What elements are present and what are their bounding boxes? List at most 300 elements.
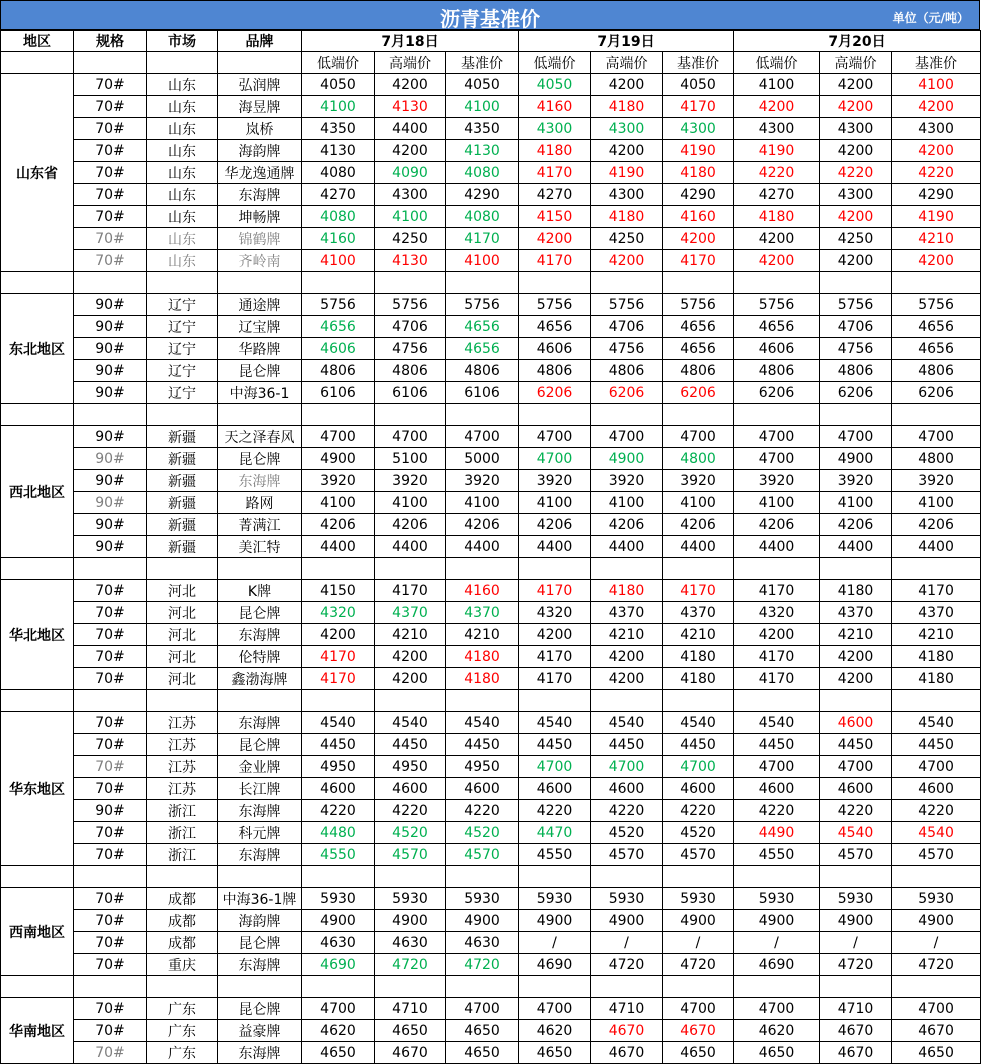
market-cell: 浙江: [147, 822, 218, 844]
empty-cell: [446, 976, 519, 998]
price-low-cell: 4270: [302, 184, 375, 206]
price-low-cell: 4270: [734, 184, 820, 206]
empty-cell: [892, 558, 981, 580]
price-low-cell: 4900: [519, 910, 591, 932]
brand-cell: 昆仑牌: [218, 602, 302, 624]
table-row: [1, 580, 981, 602]
empty-cell: [519, 866, 591, 888]
price-high-cell: 5756: [820, 294, 892, 316]
empty-cell: [892, 866, 981, 888]
price-low-cell: 4190: [734, 140, 820, 162]
price-low-cell: 6206: [519, 382, 591, 404]
subheader-base: 基准价: [892, 52, 981, 74]
price-base-cell: 4900: [892, 910, 981, 932]
price-base-cell: 5756: [663, 294, 734, 316]
price-high-cell: 5930: [375, 888, 446, 910]
price-low-cell: 4270: [519, 184, 591, 206]
price-base-cell: 4800: [892, 448, 981, 470]
price-base-cell: 4190: [663, 140, 734, 162]
market-cell: 新疆: [147, 514, 218, 536]
market-cell: 山东: [147, 228, 218, 250]
price-low-cell: 4200: [519, 624, 591, 646]
price-low-cell: 4900: [734, 910, 820, 932]
table-row: [1, 426, 981, 448]
price-high-cell: 4520: [375, 822, 446, 844]
group-separator-row: [1, 976, 981, 998]
price-base-cell: 4080: [446, 162, 519, 184]
price-low-cell: 4630: [302, 932, 375, 954]
price-low-cell: 4540: [519, 712, 591, 734]
price-base-cell: 4210: [446, 624, 519, 646]
empty-cell: [519, 558, 591, 580]
price-high-cell: 4100: [375, 492, 446, 514]
empty-cell: [820, 558, 892, 580]
spec-cell: 90#: [74, 514, 147, 536]
brand-cell: 华路牌: [218, 338, 302, 360]
price-high-cell: 4200: [375, 668, 446, 690]
price-base-cell: 4520: [663, 822, 734, 844]
price-low-cell: 4320: [519, 602, 591, 624]
price-base-cell: 4800: [663, 448, 734, 470]
table-row: [1, 646, 981, 668]
price-base-cell: 4806: [446, 360, 519, 382]
price-low-cell: 4700: [519, 998, 591, 1020]
price-low-cell: 4450: [519, 734, 591, 756]
empty-cell: [734, 690, 820, 712]
empty-cell: [446, 866, 519, 888]
price-base-cell: 5756: [892, 294, 981, 316]
table-row: [1, 756, 981, 778]
spec-cell: 70#: [74, 756, 147, 778]
market-cell: 重庆: [147, 954, 218, 976]
market-cell: 江苏: [147, 734, 218, 756]
price-base-cell: 5930: [892, 888, 981, 910]
price-low-cell: 4300: [519, 118, 591, 140]
price-low-cell: 4650: [519, 1042, 591, 1064]
empty-cell: [591, 976, 663, 998]
price-base-cell: 4206: [663, 514, 734, 536]
empty-cell: [302, 866, 375, 888]
spec-cell: 90#: [74, 294, 147, 316]
price-low-cell: 5930: [519, 888, 591, 910]
price-low-cell: 4550: [734, 844, 820, 866]
market-cell: 山东: [147, 162, 218, 184]
price-low-cell: 4806: [734, 360, 820, 382]
price-base-cell: 4806: [892, 360, 981, 382]
market-cell: 新疆: [147, 448, 218, 470]
spec-cell: 70#: [74, 646, 147, 668]
price-high-cell: 4600: [820, 712, 892, 734]
price-base-cell: 4720: [892, 954, 981, 976]
price-high-cell: 4720: [820, 954, 892, 976]
market-cell: 浙江: [147, 844, 218, 866]
brand-cell: 东海牌: [218, 800, 302, 822]
spec-cell: 70#: [74, 888, 147, 910]
empty-cell: [820, 272, 892, 294]
table-row: [1, 118, 981, 140]
price-low-cell: 4170: [519, 580, 591, 602]
page-title: 沥青基准价: [440, 7, 540, 31]
price-low-cell: 4100: [302, 492, 375, 514]
market-cell: 辽宁: [147, 360, 218, 382]
price-base-cell: 4170: [892, 580, 981, 602]
price-base-cell: 4180: [663, 668, 734, 690]
market-cell: 山东: [147, 140, 218, 162]
price-high-cell: 5930: [820, 888, 892, 910]
price-high-cell: 4720: [591, 954, 663, 976]
price-base-cell: 4100: [663, 492, 734, 514]
market-cell: 河北: [147, 580, 218, 602]
price-base-cell: 4450: [446, 734, 519, 756]
brand-cell: 中海36-1: [218, 382, 302, 404]
price-base-cell: 4370: [663, 602, 734, 624]
brand-cell: 昆仑牌: [218, 932, 302, 954]
price-high-cell: 4200: [375, 74, 446, 96]
empty-cell: [218, 976, 302, 998]
brand-cell: 金业牌: [218, 756, 302, 778]
brand-cell: 东海牌: [218, 712, 302, 734]
price-base-cell: 3920: [892, 470, 981, 492]
spec-cell: 70#: [74, 778, 147, 800]
brand-cell: K牌: [218, 580, 302, 602]
price-low-cell: 5930: [302, 888, 375, 910]
price-high-cell: 4756: [820, 338, 892, 360]
brand-cell: 东海牌: [218, 844, 302, 866]
table-row: [1, 448, 981, 470]
price-base-cell: 4170: [663, 250, 734, 272]
price-low-cell: 4200: [734, 250, 820, 272]
empty-cell: [1, 404, 74, 426]
price-low-cell: 4400: [302, 536, 375, 558]
price-high-cell: 4200: [591, 646, 663, 668]
empty-cell: [1, 976, 74, 998]
price-base-cell: 4180: [446, 668, 519, 690]
spec-cell: 70#: [74, 580, 147, 602]
price-low-cell: 4130: [302, 140, 375, 162]
price-base-cell: 4900: [663, 910, 734, 932]
empty-cell: [375, 866, 446, 888]
price-low-cell: 4100: [734, 74, 820, 96]
market-cell: 山东: [147, 184, 218, 206]
price-low-cell: 4700: [302, 426, 375, 448]
price-high-cell: 4210: [375, 624, 446, 646]
market-cell: 新疆: [147, 470, 218, 492]
table-row: [1, 624, 981, 646]
group-separator-row: [1, 272, 981, 294]
price-high-cell: 4090: [375, 162, 446, 184]
price-low-cell: 4100: [519, 492, 591, 514]
group-separator-row: [1, 866, 981, 888]
price-low-cell: 3920: [734, 470, 820, 492]
brand-cell: 通途牌: [218, 294, 302, 316]
market-cell: 江苏: [147, 712, 218, 734]
price-base-cell: 4570: [446, 844, 519, 866]
price-base-cell: 4670: [892, 1020, 981, 1042]
price-high-cell: 4900: [820, 448, 892, 470]
empty-cell: [1, 866, 74, 888]
price-low-cell: 4540: [734, 712, 820, 734]
empty-cell: [74, 558, 147, 580]
price-high-cell: 4806: [820, 360, 892, 382]
empty-cell: [147, 866, 218, 888]
brand-cell: 弘润牌: [218, 74, 302, 96]
empty-cell: [446, 272, 519, 294]
price-base-cell: 4290: [892, 184, 981, 206]
table-row: [1, 162, 981, 184]
brand-cell: 华龙逸通牌: [218, 162, 302, 184]
price-low-cell: 4900: [302, 910, 375, 932]
brand-cell: 锦鹤牌: [218, 228, 302, 250]
spec-cell: 70#: [74, 712, 147, 734]
price-low-cell: 4650: [734, 1042, 820, 1064]
empty-cell: [519, 404, 591, 426]
empty-cell: [446, 558, 519, 580]
price-base-cell: 4370: [446, 602, 519, 624]
empty-cell: [663, 866, 734, 888]
price-base-cell: 4170: [663, 580, 734, 602]
brand-cell: 海昱牌: [218, 96, 302, 118]
table-row: [1, 1020, 981, 1042]
header-date-2: 7月19日: [519, 31, 734, 52]
brand-cell: 昆仑牌: [218, 448, 302, 470]
price-high-cell: 4200: [820, 140, 892, 162]
spec-cell: 70#: [74, 602, 147, 624]
empty-cell: [1, 272, 74, 294]
spec-cell: 70#: [74, 910, 147, 932]
price-low-cell: 4180: [519, 140, 591, 162]
price-base-cell: 5930: [663, 888, 734, 910]
market-cell: 山东: [147, 250, 218, 272]
price-low-cell: 4170: [734, 580, 820, 602]
price-high-cell: 4400: [591, 536, 663, 558]
price-base-cell: 4700: [892, 426, 981, 448]
price-high-cell: 4670: [591, 1020, 663, 1042]
market-cell: 广东: [147, 1042, 218, 1064]
price-low-cell: 4160: [519, 96, 591, 118]
market-cell: 广东: [147, 1020, 218, 1042]
price-high-cell: 4710: [591, 998, 663, 1020]
price-base-cell: 4700: [446, 998, 519, 1020]
price-low-cell: 4400: [734, 536, 820, 558]
price-base-cell: 4400: [892, 536, 981, 558]
price-high-cell: 4600: [820, 778, 892, 800]
table-row: [1, 382, 981, 404]
spec-cell: 70#: [74, 118, 147, 140]
empty-cell: [1, 690, 74, 712]
price-base-cell: 4300: [892, 118, 981, 140]
price-low-cell: 4700: [519, 756, 591, 778]
price-high-cell: 4570: [591, 844, 663, 866]
subheader-empty: [218, 52, 302, 74]
price-base-cell: 4720: [663, 954, 734, 976]
price-high-cell: 4200: [591, 668, 663, 690]
price-base-cell: 4160: [663, 206, 734, 228]
price-low-cell: 4400: [519, 536, 591, 558]
price-base-cell: /: [892, 932, 981, 954]
brand-cell: 齐岭南: [218, 250, 302, 272]
empty-cell: [892, 272, 981, 294]
price-high-cell: 4100: [591, 492, 663, 514]
spec-cell: 70#: [74, 844, 147, 866]
price-base-cell: 4950: [446, 756, 519, 778]
price-high-cell: 4450: [375, 734, 446, 756]
market-cell: 河北: [147, 668, 218, 690]
table-row: [1, 294, 981, 316]
price-low-cell: 4470: [519, 822, 591, 844]
price-high-cell: 4200: [591, 74, 663, 96]
price-low-cell: 3920: [519, 470, 591, 492]
empty-cell: [375, 690, 446, 712]
price-low-cell: 4480: [302, 822, 375, 844]
price-base-cell: 4670: [663, 1020, 734, 1042]
price-low-cell: 4700: [734, 756, 820, 778]
price-high-cell: 4210: [591, 624, 663, 646]
price-low-cell: 4220: [734, 800, 820, 822]
table-row: [1, 514, 981, 536]
price-base-cell: 5930: [446, 888, 519, 910]
price-base-cell: 4630: [446, 932, 519, 954]
header-row: [1, 31, 981, 52]
empty-cell: [820, 976, 892, 998]
price-low-cell: 4100: [734, 492, 820, 514]
price-base-cell: 3920: [446, 470, 519, 492]
brand-cell: 益豪牌: [218, 1020, 302, 1042]
brand-cell: 科元牌: [218, 822, 302, 844]
price-high-cell: 4180: [820, 580, 892, 602]
table-row: [1, 492, 981, 514]
price-high-cell: 4806: [591, 360, 663, 382]
price-low-cell: 5930: [734, 888, 820, 910]
price-low-cell: 4200: [734, 96, 820, 118]
price-low-cell: 4700: [519, 448, 591, 470]
market-cell: 成都: [147, 910, 218, 932]
table-row: [1, 74, 981, 96]
brand-cell: 美汇特: [218, 536, 302, 558]
price-low-cell: 4620: [734, 1020, 820, 1042]
empty-cell: [302, 404, 375, 426]
price-high-cell: 5100: [375, 448, 446, 470]
brand-cell: 东海牌: [218, 624, 302, 646]
empty-cell: [147, 404, 218, 426]
price-high-cell: 4670: [375, 1042, 446, 1064]
empty-cell: [892, 976, 981, 998]
price-base-cell: 4650: [892, 1042, 981, 1064]
price-high-cell: 4756: [591, 338, 663, 360]
price-low-cell: /: [734, 932, 820, 954]
empty-cell: [820, 404, 892, 426]
price-high-cell: 4400: [375, 118, 446, 140]
price-base-cell: 5000: [446, 448, 519, 470]
price-base-cell: 4900: [446, 910, 519, 932]
price-low-cell: 4170: [519, 250, 591, 272]
price-base-cell: 4130: [446, 140, 519, 162]
subheader-empty: [74, 52, 147, 74]
price-base-cell: 4100: [892, 492, 981, 514]
table-row: [1, 602, 981, 624]
table-row: [1, 184, 981, 206]
price-high-cell: 6206: [591, 382, 663, 404]
brand-cell: 东海牌: [218, 470, 302, 492]
brand-cell: 菁满江: [218, 514, 302, 536]
price-base-cell: 4180: [892, 646, 981, 668]
price-base-cell: 4200: [892, 250, 981, 272]
header-date-1: 7月18日: [302, 31, 519, 52]
price-base-cell: 4100: [446, 96, 519, 118]
subheader-base: 基准价: [446, 52, 519, 74]
price-high-cell: 4300: [820, 118, 892, 140]
price-base-cell: 4206: [892, 514, 981, 536]
price-low-cell: 4100: [302, 250, 375, 272]
price-low-cell: 4350: [302, 118, 375, 140]
region-cell: 山东省: [1, 74, 74, 272]
price-high-cell: 4900: [820, 910, 892, 932]
empty-cell: [375, 272, 446, 294]
price-high-cell: 4720: [375, 954, 446, 976]
title-banner: [0, 0, 980, 30]
price-high-cell: 4710: [820, 998, 892, 1020]
price-high-cell: 4250: [591, 228, 663, 250]
price-base-cell: 4656: [446, 316, 519, 338]
price-high-cell: 4540: [375, 712, 446, 734]
price-low-cell: 5756: [734, 294, 820, 316]
header-spec: 规格: [74, 31, 147, 52]
market-cell: 江苏: [147, 778, 218, 800]
price-base-cell: 4540: [663, 712, 734, 734]
price-low-cell: 4690: [302, 954, 375, 976]
table-row: [1, 228, 981, 250]
price-low-cell: 4900: [302, 448, 375, 470]
price-high-cell: 4450: [591, 734, 663, 756]
price-low-cell: 4170: [734, 668, 820, 690]
spec-cell: 70#: [74, 998, 147, 1020]
subheader-low: 低端价: [519, 52, 591, 74]
table-row: [1, 888, 981, 910]
price-high-cell: 4900: [375, 910, 446, 932]
price-high-cell: 4220: [591, 800, 663, 822]
price-low-cell: 4550: [519, 844, 591, 866]
market-cell: 广东: [147, 998, 218, 1020]
price-high-cell: 4370: [375, 602, 446, 624]
spec-cell: 70#: [74, 1042, 147, 1064]
empty-cell: [375, 558, 446, 580]
table-row: [1, 954, 981, 976]
market-cell: 辽宁: [147, 338, 218, 360]
price-base-cell: 4100: [892, 74, 981, 96]
price-high-cell: 4520: [591, 822, 663, 844]
empty-cell: [663, 976, 734, 998]
market-cell: 浙江: [147, 800, 218, 822]
brand-cell: 伦特牌: [218, 646, 302, 668]
price-high-cell: 4700: [820, 756, 892, 778]
price-base-cell: 4180: [663, 162, 734, 184]
brand-cell: 长江牌: [218, 778, 302, 800]
price-low-cell: 4700: [734, 426, 820, 448]
price-low-cell: 4620: [302, 1020, 375, 1042]
price-base-cell: 4656: [892, 338, 981, 360]
table-row: [1, 910, 981, 932]
empty-cell: [820, 690, 892, 712]
price-low-cell: 4656: [519, 316, 591, 338]
price-high-cell: 4806: [375, 360, 446, 382]
empty-cell: [302, 272, 375, 294]
empty-cell: [1, 558, 74, 580]
price-high-cell: 4250: [375, 228, 446, 250]
spec-cell: 90#: [74, 426, 147, 448]
price-high-cell: 3920: [375, 470, 446, 492]
price-base-cell: 4220: [446, 800, 519, 822]
price-high-cell: 4706: [591, 316, 663, 338]
price-low-cell: 4540: [302, 712, 375, 734]
